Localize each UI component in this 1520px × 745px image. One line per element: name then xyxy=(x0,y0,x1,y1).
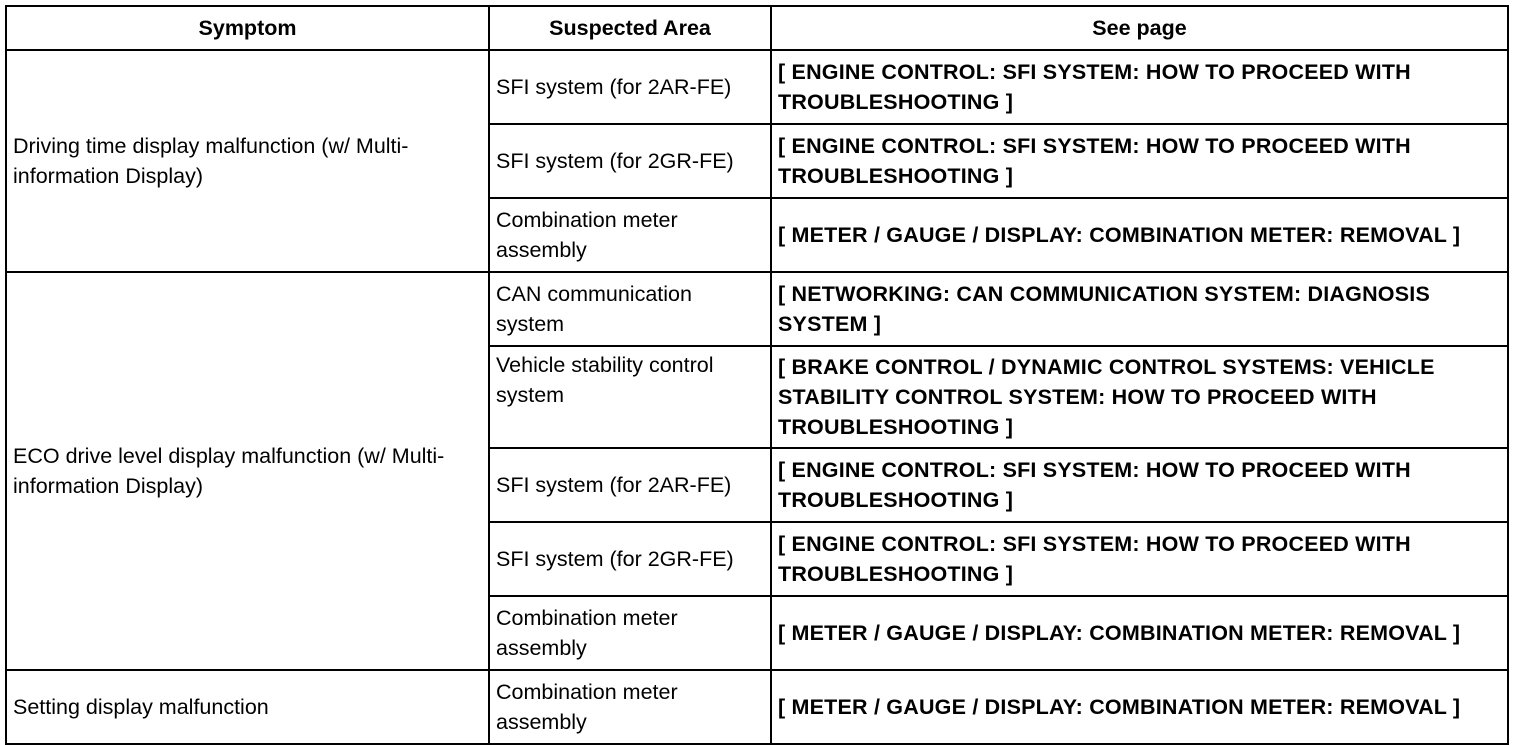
symptom-cell: Setting display malfunction xyxy=(6,670,489,744)
see-page-link[interactable]: [ ENGINE CONTROL: SFI SYSTEM: HOW TO PROCEED WITH TROUBLESHOOTING ] xyxy=(771,448,1508,522)
suspected-area-cell: Combination meter assembly xyxy=(489,198,771,272)
see-page-link[interactable]: [ BRAKE CONTROL / DYNAMIC CONTROL SYSTEMS: VEHICLE STABILITY CONTROL SYSTEM: HOW TO PROCEED WITH TROUBLESHOOTING ] xyxy=(771,346,1508,448)
header-see-page: See page xyxy=(771,6,1508,50)
see-page-link[interactable]: [ NETWORKING: CAN COMMUNICATION SYSTEM: DIAGNOSIS SYSTEM ] xyxy=(771,272,1508,346)
header-suspected-area: Suspected Area xyxy=(489,6,771,50)
table-row xyxy=(6,272,1508,346)
symptom-cell: Driving time display malfunction (w/ Multi-information Display) xyxy=(6,50,489,272)
suspected-area-cell: Combination meter assembly xyxy=(489,670,771,744)
see-page-link[interactable]: [ ENGINE CONTROL: SFI SYSTEM: HOW TO PROCEED WITH TROUBLESHOOTING ] xyxy=(771,50,1508,124)
see-page-link[interactable]: [ METER / GAUGE / DISPLAY: COMBINATION METER: REMOVAL ] xyxy=(771,198,1508,272)
suspected-area-cell: Combination meter assembly xyxy=(489,596,771,670)
see-page-link[interactable]: [ METER / GAUGE / DISPLAY: COMBINATION METER: REMOVAL ] xyxy=(771,670,1508,744)
suspected-area-cell: Vehicle stability control system xyxy=(489,346,771,448)
table-row xyxy=(6,670,1508,744)
troubleshooting-table xyxy=(5,5,1509,745)
suspected-area-cell: CAN communication system xyxy=(489,272,771,346)
symptom-cell: ECO drive level display malfunction (w/ Multi-information Display) xyxy=(6,272,489,670)
suspected-area-cell: SFI system (for 2GR-FE) xyxy=(489,124,771,198)
see-page-link[interactable]: [ METER / GAUGE / DISPLAY: COMBINATION METER: REMOVAL ] xyxy=(771,596,1508,670)
header-row xyxy=(6,6,1508,50)
see-page-link[interactable]: [ ENGINE CONTROL: SFI SYSTEM: HOW TO PROCEED WITH TROUBLESHOOTING ] xyxy=(771,522,1508,596)
suspected-area-cell: SFI system (for 2AR-FE) xyxy=(489,448,771,522)
header-symptom: Symptom xyxy=(6,6,489,50)
table-row xyxy=(6,50,1508,124)
suspected-area-cell: SFI system (for 2GR-FE) xyxy=(489,522,771,596)
suspected-area-cell: SFI system (for 2AR-FE) xyxy=(489,50,771,124)
see-page-link[interactable]: [ ENGINE CONTROL: SFI SYSTEM: HOW TO PROCEED WITH TROUBLESHOOTING ] xyxy=(771,124,1508,198)
